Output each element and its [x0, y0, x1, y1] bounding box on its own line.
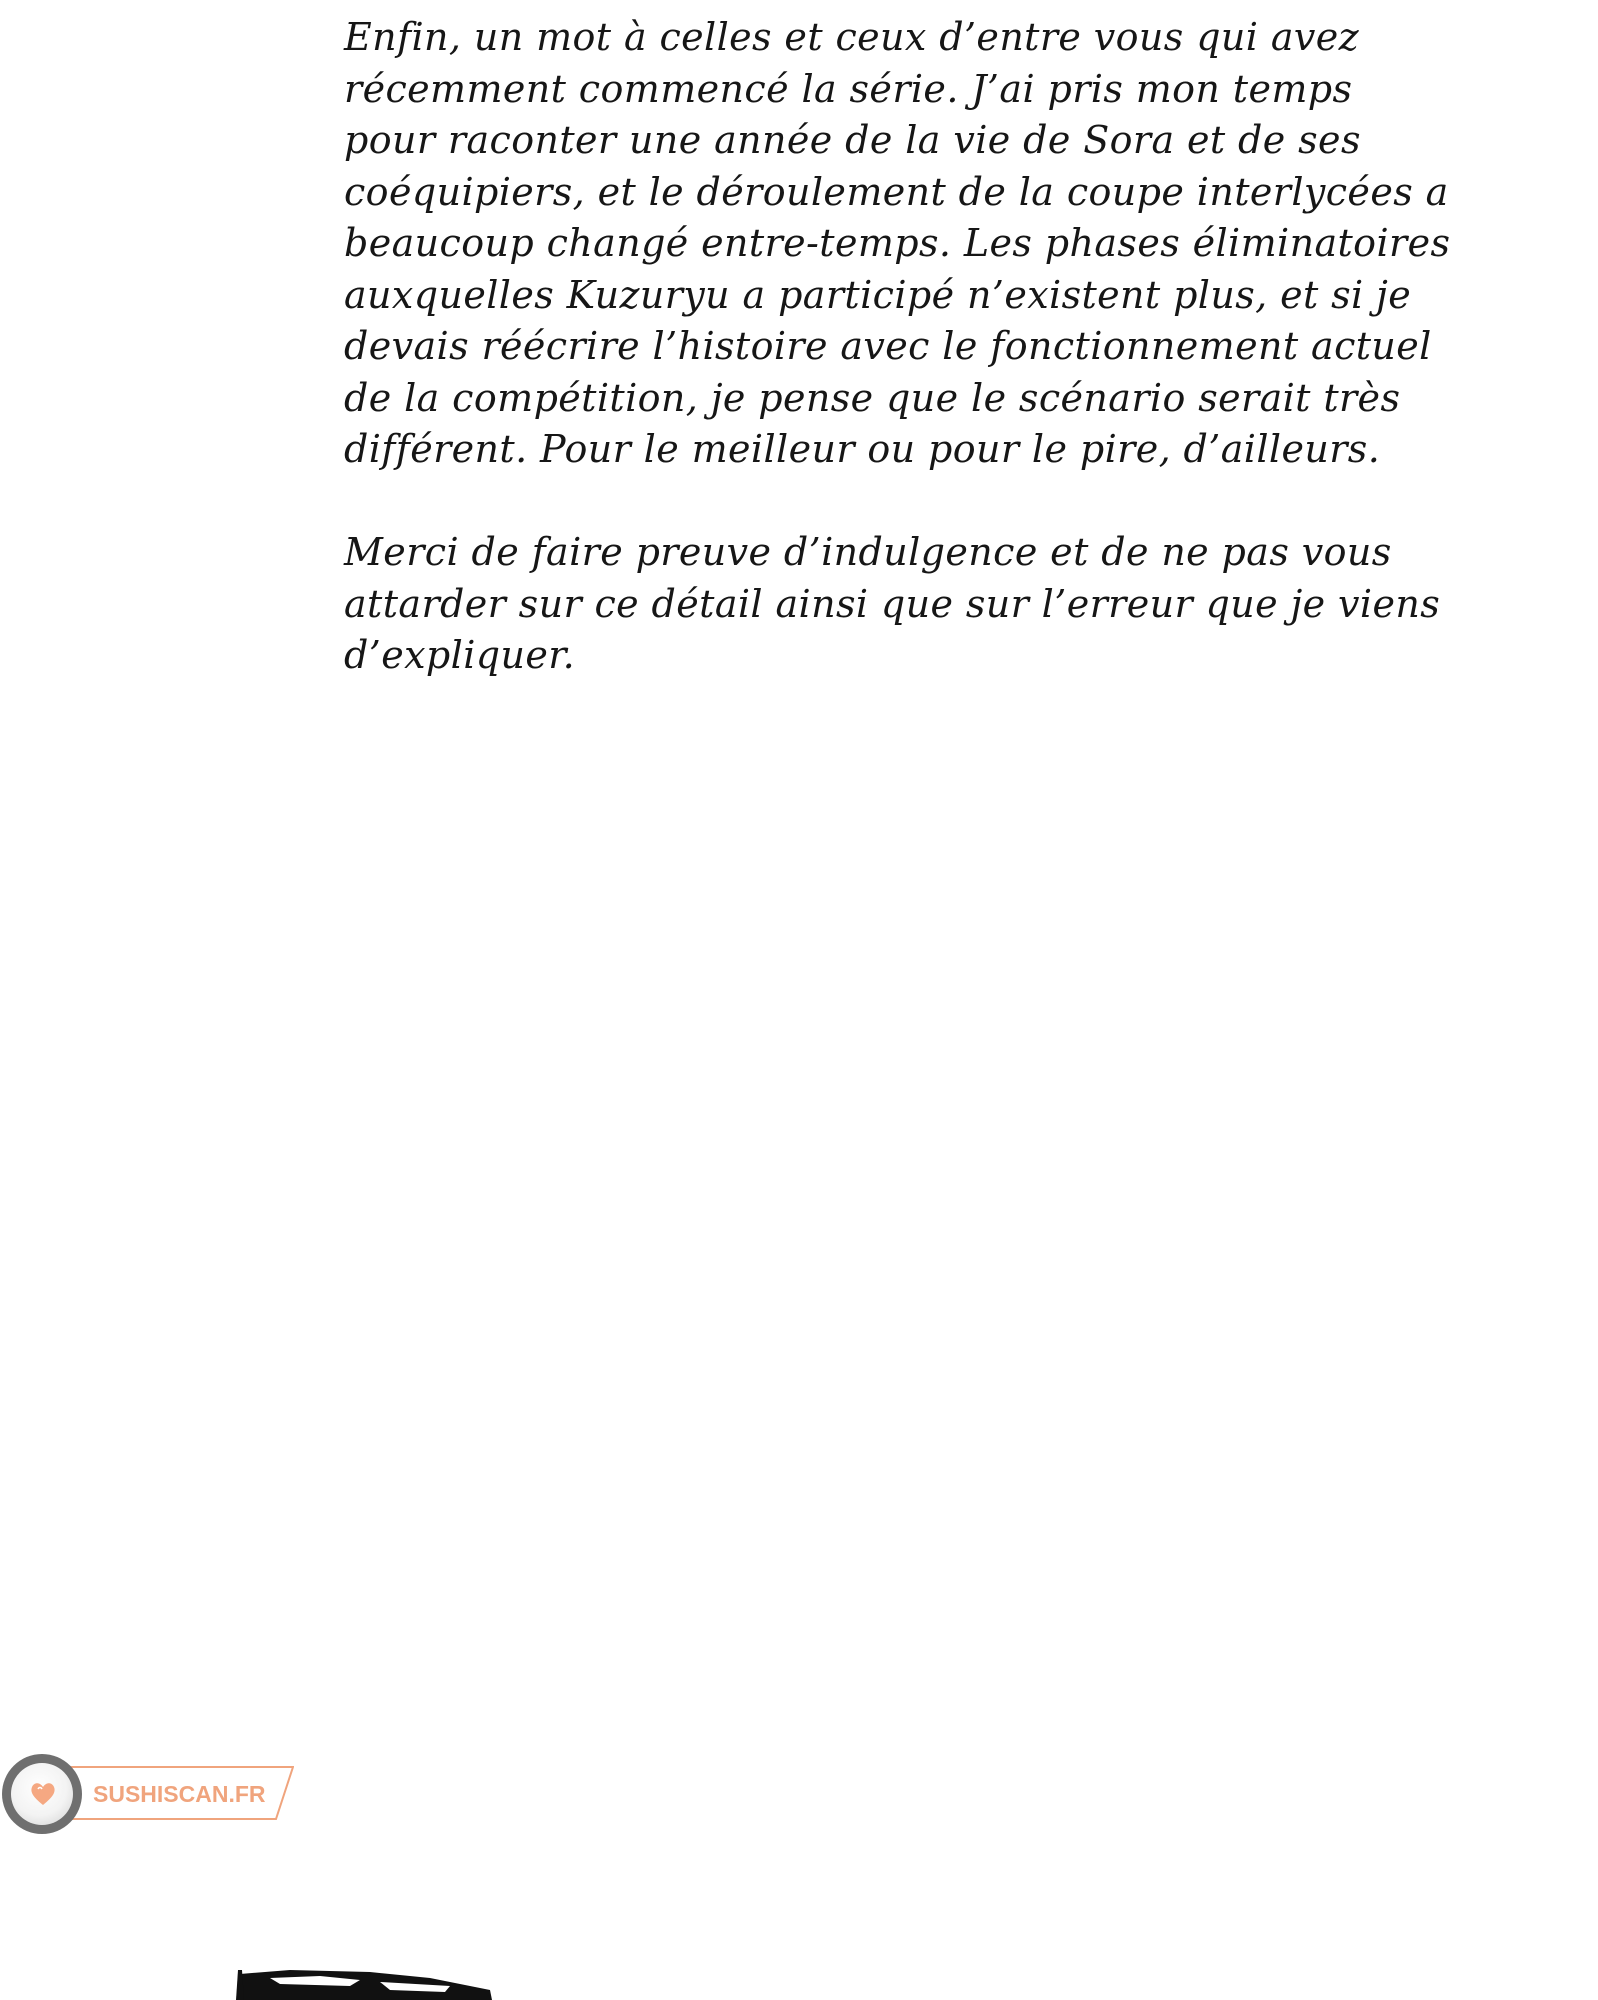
watermark-text: SUSHISCAN.FR — [93, 1781, 266, 1807]
text-line: Enfin, un mot à celles et ceux d’entre vous qui avez — [344, 15, 1360, 59]
paragraph-2 — [344, 527, 1474, 682]
text-line: de la compétition, je pense que le scénario serait très — [344, 375, 1401, 420]
sushiscan-watermark — [0, 1752, 310, 1838]
text-line: coéquipiers, et le déroulement de la coupe interlycées a — [344, 169, 1449, 214]
paragraph-1 — [344, 12, 1474, 476]
text-line: récemment commencé la série. J’ai pris mon temps — [344, 66, 1353, 111]
heart-icon — [29, 1780, 57, 1808]
text-line: Merci de faire preuve d’indulgence et de ne pas vous — [344, 530, 1392, 574]
text-line: auxquelles Kuzuryu a participé n’existent plus, et si je — [344, 272, 1412, 317]
text-line: attarder sur ce détail ainsi que sur l’erreur que je viens — [344, 581, 1441, 626]
text-line: d’expliquer. — [344, 633, 576, 677]
text-line: différent. Pour le meilleur ou pour le pire, d’ailleurs. — [344, 427, 1381, 471]
watermark-badge — [2, 1754, 82, 1834]
text-line: beaucoup changé entre-temps. Les phases éliminatoires — [344, 221, 1451, 265]
text-line: pour raconter une année de la vie de Sora et de ses — [344, 118, 1361, 162]
text-line: devais réécrire l’histoire avec le fonctionnement actuel — [344, 324, 1432, 368]
artwork-fragment — [230, 1960, 530, 2000]
